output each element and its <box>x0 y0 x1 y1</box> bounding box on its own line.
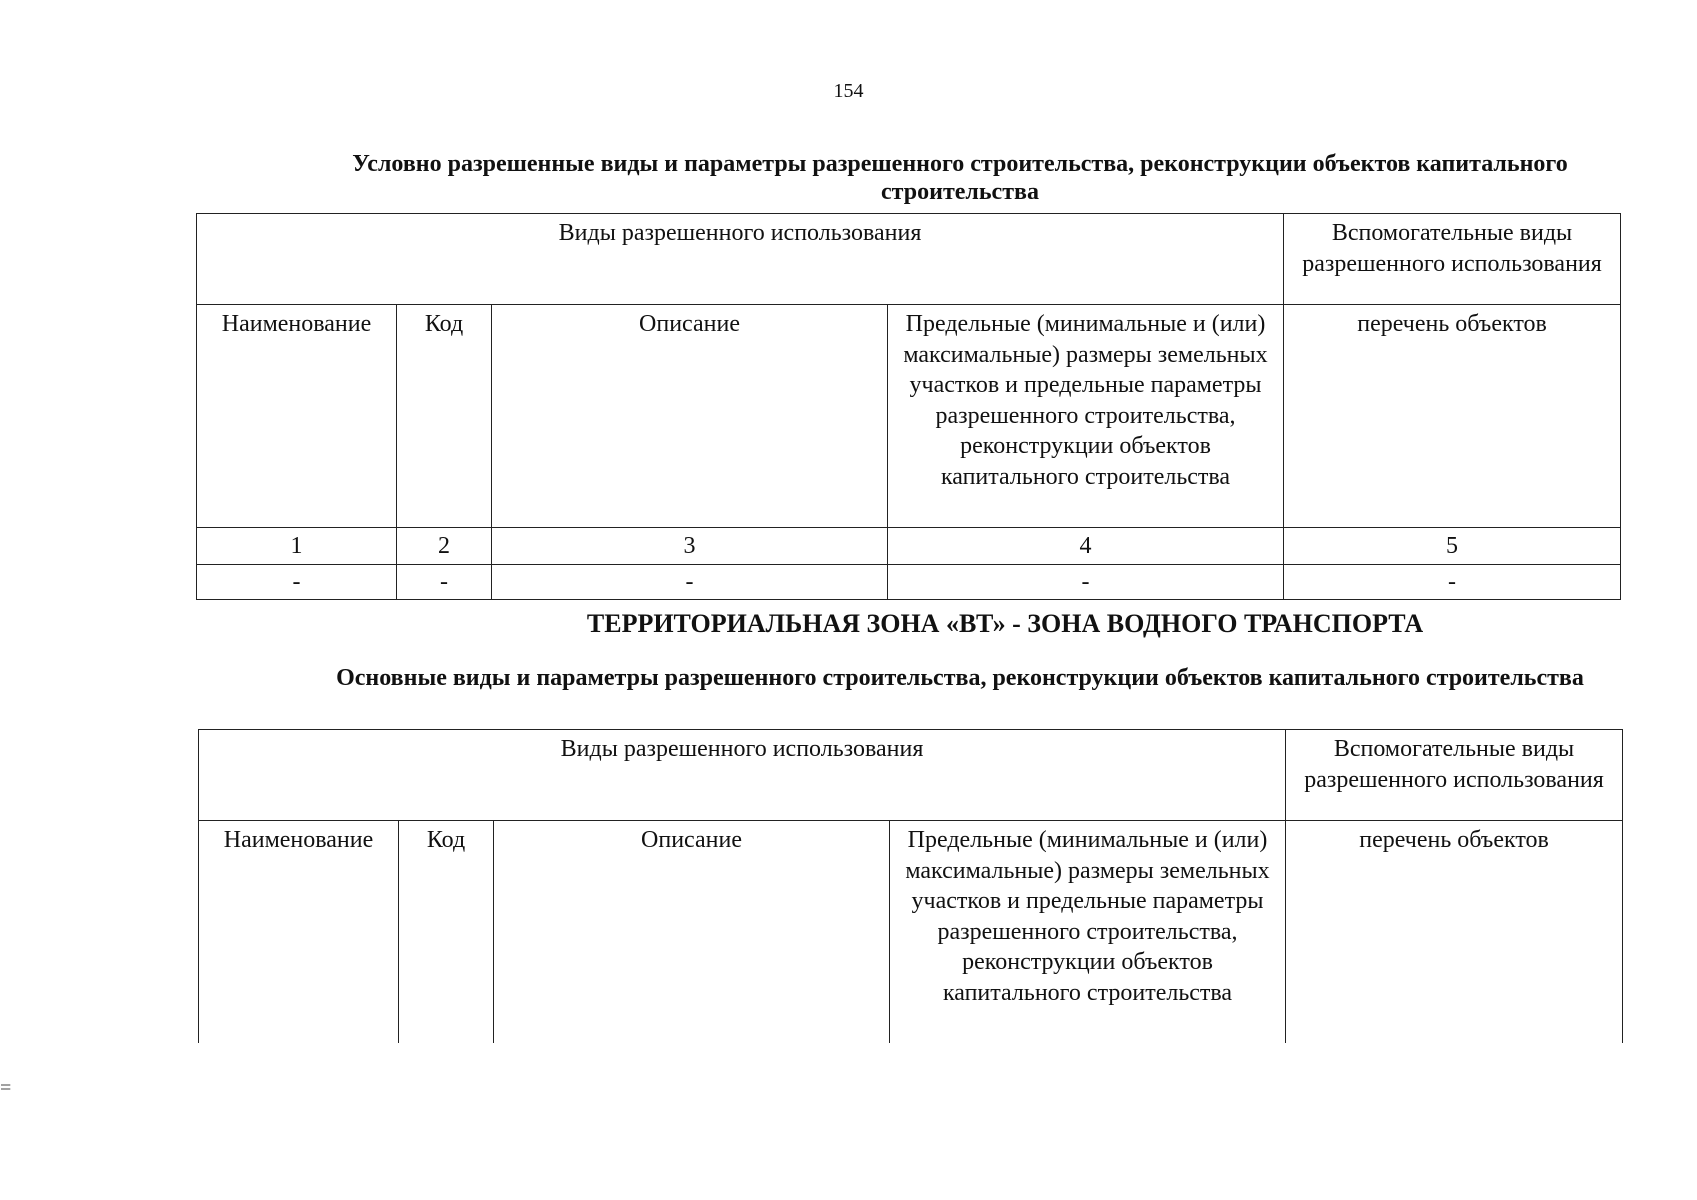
zone-title: ТЕРРИТОРИАЛЬНАЯ ЗОНА «ВТ» - ЗОНА ВОДНОГО ТРАНСПОРТА <box>586 609 1424 638</box>
column-header-objects-list: перечень объектов <box>1286 821 1623 1044</box>
table-cell: - <box>1284 565 1621 600</box>
table-row <box>197 565 1621 600</box>
table-cell: - <box>197 565 397 600</box>
column-number: 1 <box>197 528 397 565</box>
table-cell: - <box>397 565 492 600</box>
column-header-name: Наименование <box>197 305 397 528</box>
column-header-code: Код <box>399 821 494 1044</box>
table-cell: - <box>492 565 888 600</box>
column-number-row <box>197 528 1621 565</box>
page-number: 154 <box>833 80 864 102</box>
table-header-row <box>199 730 1623 821</box>
column-header-name: Наименование <box>199 821 399 1044</box>
column-header-objects-list: перечень объектов <box>1284 305 1621 528</box>
table-subheader-row <box>199 821 1623 1044</box>
column-number: 5 <box>1284 528 1621 565</box>
aux-header-cell: Вспомогательные виды разрешенного использования <box>1286 730 1623 821</box>
stray-mark: = <box>0 1077 12 1099</box>
main-section-title: Основные виды и параметры разрешенного строительства, реконструкции объектов капитального строительства <box>336 665 1584 691</box>
column-header-description: Описание <box>494 821 890 1044</box>
group-header-cell: Виды разрешенного использования <box>197 214 1284 305</box>
conditional-section-title: Условно разрешенные виды и параметры разрешенного строительства, реконструкции объектов капитального строительства <box>352 151 1568 205</box>
column-number: 3 <box>492 528 888 565</box>
column-number: 4 <box>888 528 1284 565</box>
column-number: 2 <box>397 528 492 565</box>
column-header-description: Описание <box>492 305 888 528</box>
column-header-code: Код <box>397 305 492 528</box>
main-uses-table <box>198 729 1623 1043</box>
conditional-uses-table <box>196 213 1621 600</box>
column-header-limits: Предельные (минимальные и (или) максимальные) размеры земельных участков и предельные параметры разрешенного строительства, реконструкции объектов капитального строительства <box>890 821 1286 1044</box>
column-header-limits: Предельные (минимальные и (или) максимальные) размеры земельных участков и предельные параметры разрешенного строительства, реконструкции объектов капитального строительства <box>888 305 1284 528</box>
table-header-row <box>197 214 1621 305</box>
aux-header-cell: Вспомогательные виды разрешенного использования <box>1284 214 1621 305</box>
group-header-cell: Виды разрешенного использования <box>199 730 1286 821</box>
table-cell: - <box>888 565 1284 600</box>
table-subheader-row <box>197 305 1621 528</box>
